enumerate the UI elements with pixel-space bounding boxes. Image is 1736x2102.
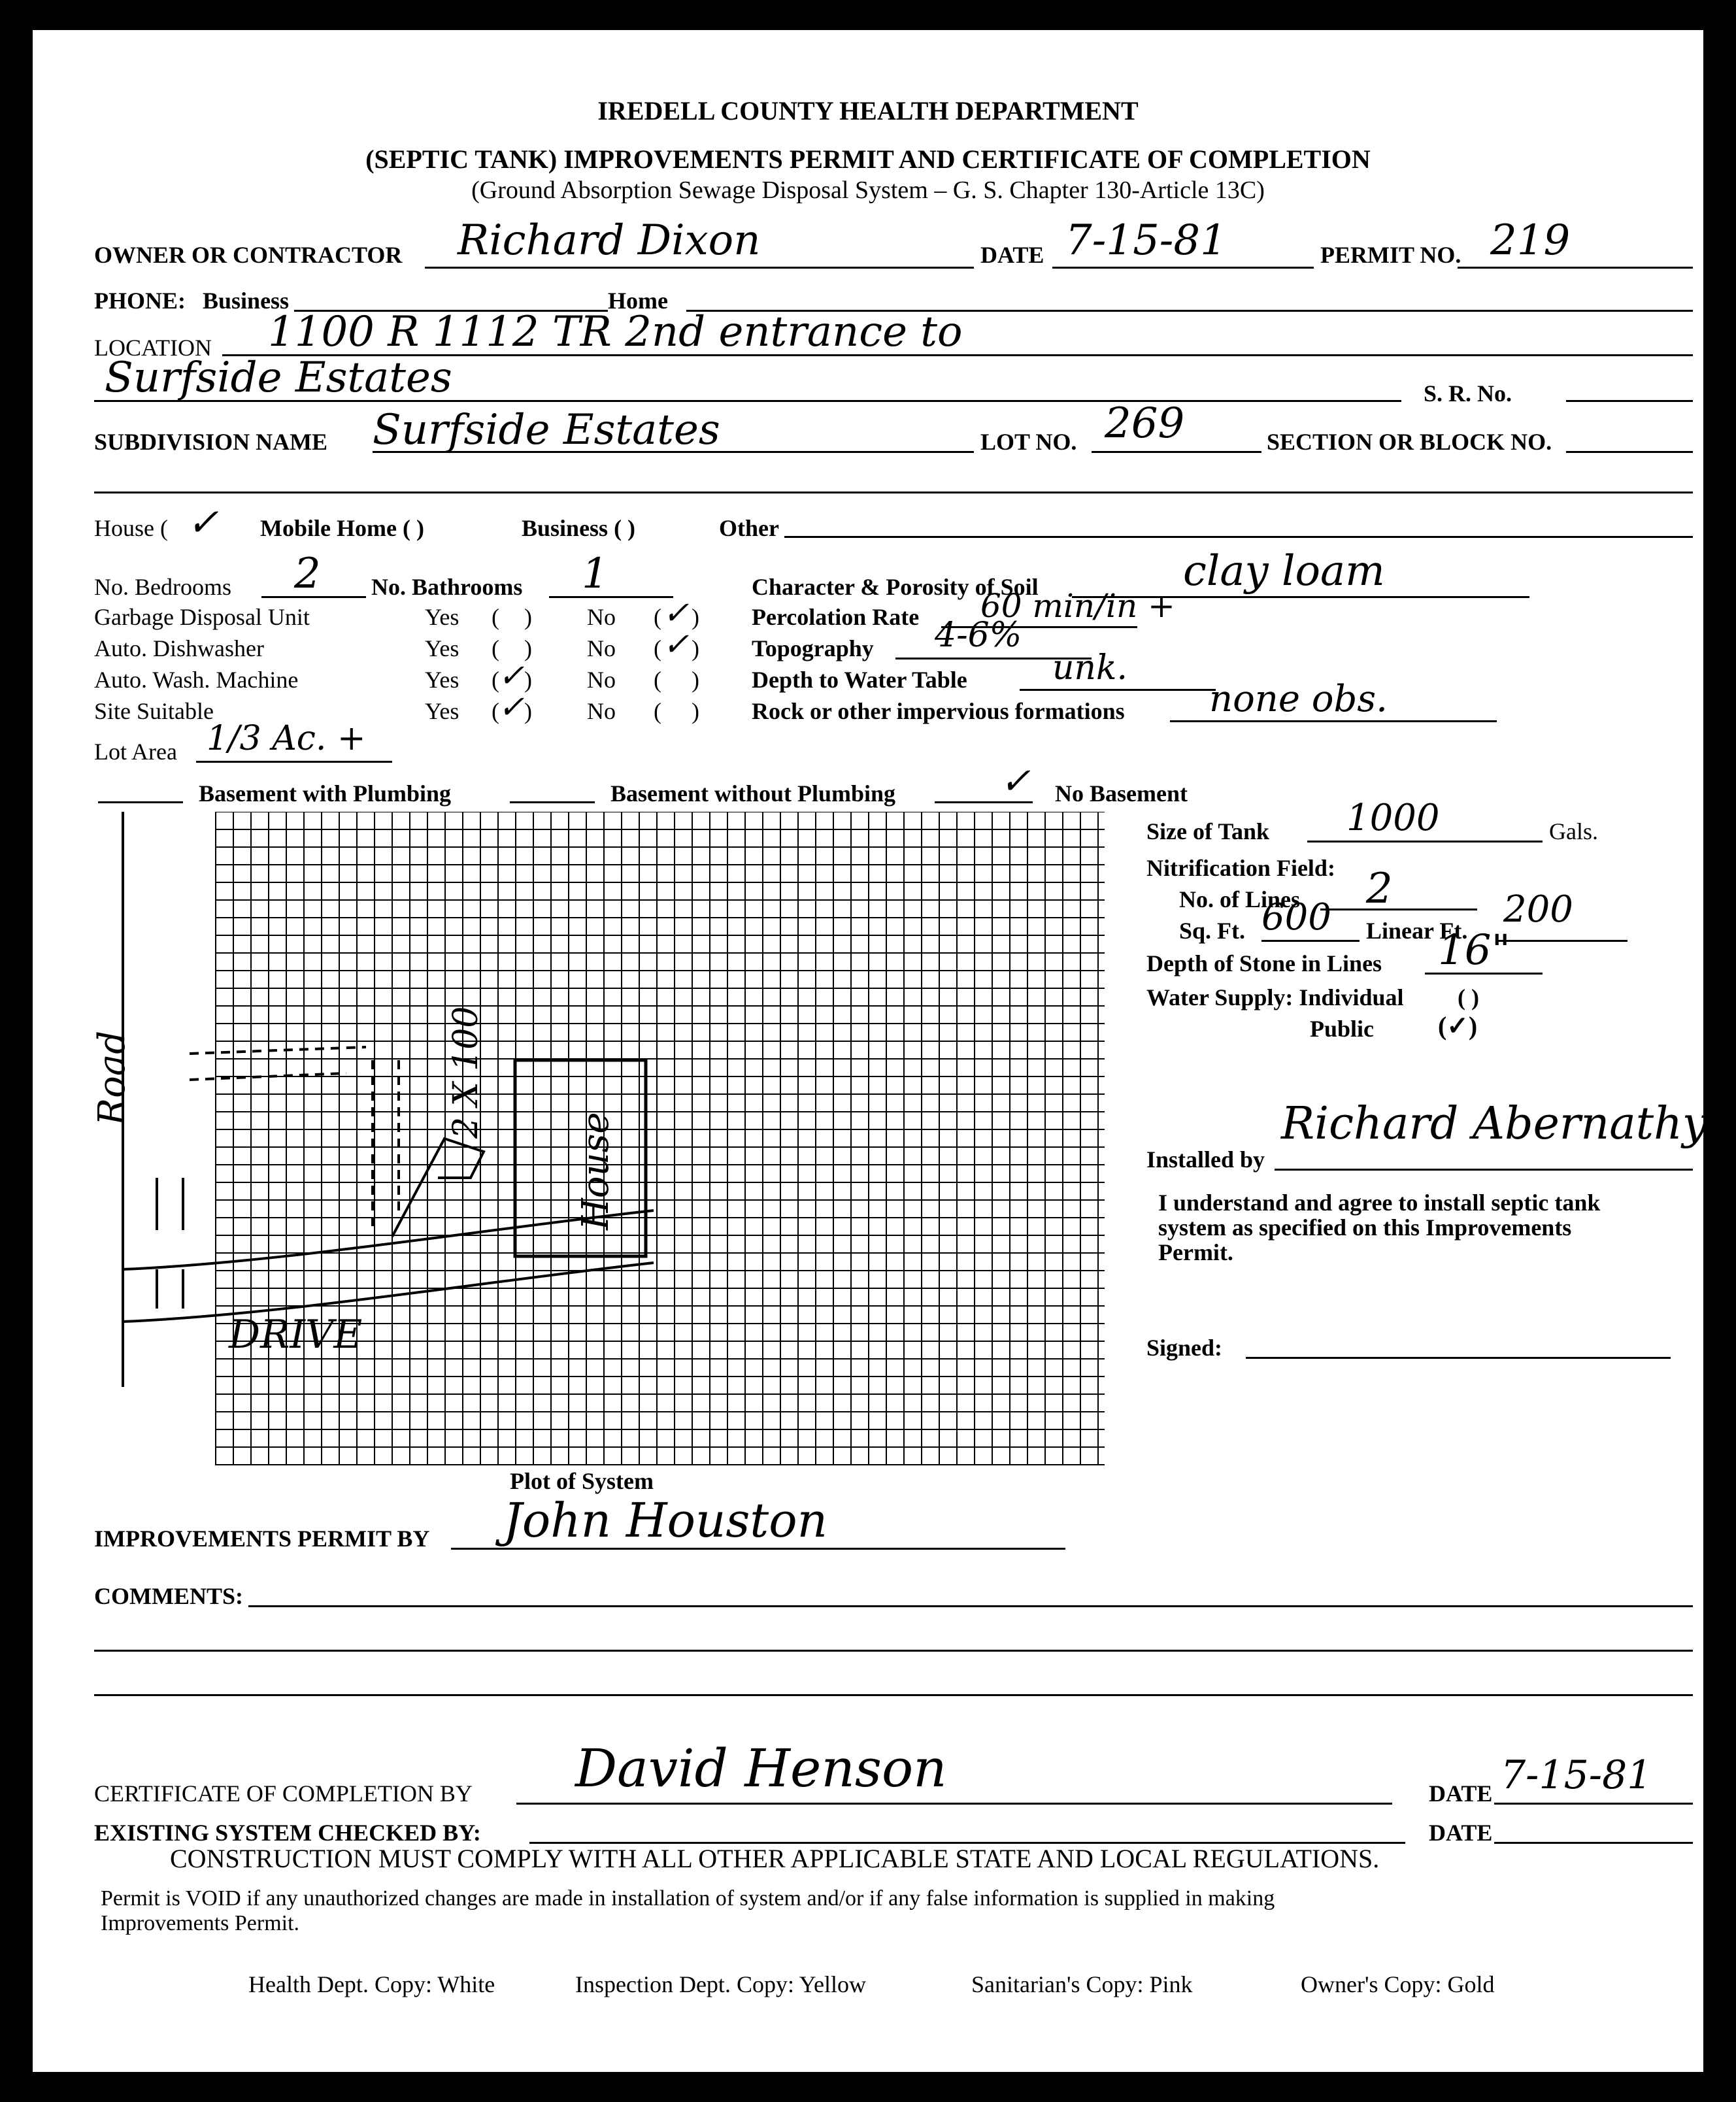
basement-with-line	[98, 801, 183, 803]
tank-size-line	[1307, 841, 1543, 842]
comments-line-1	[248, 1605, 1693, 1607]
yes-paren-close: )	[524, 604, 532, 630]
tank-size-value: 1000	[1346, 797, 1440, 839]
nitrification-label: Nitrification Field:	[1146, 855, 1335, 881]
bathrooms-label: No. Bathrooms	[371, 574, 523, 600]
sr-no-label: S. R. No.	[1424, 380, 1512, 407]
existing-date-line	[1494, 1842, 1693, 1844]
yes-check-mark: ✓	[498, 658, 525, 694]
copy-owner: Owner's Copy: Gold	[1301, 1971, 1495, 1997]
signed-line	[1246, 1357, 1671, 1359]
certificate-signature: David Henson	[575, 1738, 947, 1799]
existing-label: EXISTING SYSTEM CHECKED BY:	[94, 1820, 481, 1846]
no-label: No	[587, 698, 616, 724]
no-basement-label: No Basement	[1055, 780, 1188, 807]
no-basement-check: ✓	[1000, 760, 1031, 803]
bedrooms-label: No. Bedrooms	[94, 574, 231, 600]
phone-label: PHONE:	[94, 288, 186, 314]
sqft-value: 600	[1261, 896, 1331, 939]
lines-label: No. of Lines	[1179, 886, 1301, 912]
plot-grid	[216, 812, 1105, 1465]
date-label: DATE	[980, 242, 1044, 268]
gals-label: Gals.	[1549, 818, 1598, 844]
phone-business-label: Business	[203, 288, 290, 314]
mobile-home-label: Mobile Home ( )	[260, 515, 424, 541]
no-paren-open: (	[654, 604, 661, 630]
yes-check-mark: ✓	[498, 689, 525, 726]
water-table-label: Depth to Water Table	[752, 667, 967, 693]
installed-label: Installed by	[1146, 1146, 1265, 1173]
basement-with-label: Basement with Plumbing	[199, 780, 452, 807]
business-label: Business ( )	[522, 515, 636, 541]
permit-no-value: 219	[1490, 216, 1571, 265]
rock-value: none obs.	[1209, 678, 1388, 720]
owner-line	[425, 267, 974, 269]
certificate-label: CERTIFICATE OF COMPLETION BY	[94, 1780, 473, 1807]
no-paren-close: )	[692, 604, 699, 630]
no-paren-open: (	[654, 667, 661, 693]
water-supply-label: Water Supply: Individual	[1146, 984, 1404, 1010]
no-label: No	[587, 635, 616, 661]
house-check: ✓	[187, 500, 219, 544]
yes-paren-close: )	[524, 698, 532, 724]
linear-label: Linear Ft.	[1366, 918, 1468, 944]
subdivision-label: SUBDIVISION NAME	[94, 429, 328, 455]
no-label: No	[587, 667, 616, 693]
water-table-line	[1020, 689, 1216, 691]
permit-form	[33, 30, 1708, 2072]
phone-home-label: Home	[608, 288, 668, 314]
date-value: 7-15-81	[1065, 216, 1227, 265]
section-label: SECTION OR BLOCK NO.	[1267, 429, 1552, 455]
improvements-label: IMPROVEMENTS PERMIT BY	[94, 1526, 430, 1552]
individual-paren: ( )	[1458, 984, 1479, 1010]
yes-label: Yes	[425, 667, 459, 693]
bedrooms-value: 2	[294, 550, 321, 598]
topography-value: 4-6%	[935, 616, 1022, 655]
basement-without-line	[510, 801, 595, 803]
copy-health: Health Dept. Copy: White	[248, 1971, 495, 1997]
improvements-line	[451, 1548, 1065, 1550]
no-label: No	[587, 604, 616, 630]
plot-caption: Plot of System	[510, 1468, 654, 1494]
yes-paren-close: )	[524, 667, 532, 693]
yes-paren-open: (	[492, 635, 499, 661]
permit-no-label: PERMIT NO.	[1320, 242, 1461, 268]
water-table-value: unk.	[1052, 648, 1128, 688]
septic-tank-sketch	[392, 1139, 484, 1237]
installer-statement-3: Permit.	[1158, 1239, 1233, 1265]
certificate-date-line	[1494, 1803, 1693, 1805]
comments-line-2	[94, 1650, 1693, 1652]
soil-value: clay loam	[1183, 547, 1385, 595]
form-title: (SEPTIC TANK) IMPROVEMENTS PERMIT AND CERTIFICATE OF COMPLETION	[365, 144, 1371, 174]
house-label: House (	[94, 515, 168, 541]
dishwasher-label: Auto. Dishwasher	[94, 635, 264, 661]
plot-of-system	[85, 812, 1105, 1465]
other-line	[784, 536, 1693, 538]
bathrooms-value: 1	[582, 550, 609, 598]
lot-area-label: Lot Area	[94, 739, 177, 765]
yes-paren-open: (	[492, 667, 499, 693]
existing-date-label: DATE	[1429, 1820, 1493, 1846]
basement-without-label: Basement without Plumbing	[610, 780, 896, 807]
site-label: Site Suitable	[94, 698, 214, 724]
certificate-date-value: 7-15-81	[1501, 1752, 1652, 1798]
lines-value: 2	[1366, 865, 1393, 913]
installed-line	[1275, 1169, 1693, 1171]
location-line1: 1100 R 1112 TR 2nd entrance to	[268, 308, 963, 356]
garbage-label: Garbage Disposal Unit	[94, 604, 310, 630]
permit-no-line	[1458, 267, 1693, 269]
house-text: House	[575, 1112, 617, 1230]
bathrooms-line	[549, 596, 673, 598]
topography-label: Topography	[752, 635, 874, 661]
installer-statement-1: I understand and agree to install septic tank	[1158, 1190, 1601, 1216]
yes-label: Yes	[425, 604, 459, 630]
location-line2: Surfside Estates	[105, 354, 452, 402]
nitrification-lines	[190, 1047, 399, 1230]
lot-area-line	[196, 761, 392, 763]
section-line	[1566, 451, 1693, 453]
copy-inspection: Inspection Dept. Copy: Yellow	[575, 1971, 866, 1997]
installed-signature: Richard Abernathy	[1281, 1098, 1708, 1150]
void-notice-2: Improvements Permit.	[101, 1911, 300, 1935]
lot-no-line	[1092, 451, 1261, 453]
void-notice-1: Permit is VOID if any unauthorized changes are made in installation of system and/or if any false information is supplied in making	[101, 1886, 1275, 1910]
department-title: IREDELL COUNTY HEALTH DEPARTMENT	[597, 96, 1139, 125]
dashed-marks	[157, 1178, 183, 1309]
stone-depth-label: Depth of Stone in Lines	[1146, 950, 1382, 976]
comply-notice: CONSTRUCTION MUST COMPLY WITH ALL OTHER APPLICABLE STATE AND LOCAL REGULATIONS.	[170, 1844, 1380, 1873]
stone-depth-value: 16"	[1438, 926, 1511, 975]
form-subtitle: (Ground Absorption Sewage Disposal System – G. S. Chapter 130-Article 13C)	[471, 176, 1265, 204]
date-line	[1052, 267, 1314, 269]
yes-paren-open: (	[492, 698, 499, 724]
copy-sanitarian: Sanitarian's Copy: Pink	[971, 1971, 1193, 1997]
certificate-line	[516, 1803, 1392, 1805]
tank-size-label: Size of Tank	[1146, 818, 1270, 844]
lot-no-value: 269	[1105, 399, 1185, 448]
lines-line	[1320, 909, 1477, 910]
perc-label: Percolation Rate	[752, 604, 920, 630]
owner-value: Richard Dixon	[458, 216, 761, 265]
no-check-mark: ✓	[663, 595, 690, 631]
subdivision-value: Surfside Estates	[373, 406, 720, 454]
lot-area-value: 1/3 Ac. +	[207, 719, 366, 758]
yes-paren-close: )	[524, 635, 532, 661]
lines-text: 2 X 100	[446, 1006, 486, 1139]
yes-label: Yes	[425, 635, 459, 661]
blank-line	[94, 492, 1693, 493]
linear-value: 200	[1503, 888, 1573, 931]
soil-label: Character & Porosity of Soil	[752, 574, 1039, 600]
sqft-line	[1261, 940, 1360, 942]
other-label: Other	[719, 515, 779, 541]
drive-text: DRIVE	[229, 1312, 363, 1358]
public-label: Public	[1310, 1016, 1375, 1042]
sqft-label: Sq. Ft.	[1179, 918, 1246, 944]
yes-label: Yes	[425, 698, 459, 724]
no-paren-open: (	[654, 635, 661, 661]
road-text: Road	[91, 1030, 133, 1126]
owner-label: OWNER OR CONTRACTOR	[94, 242, 403, 268]
yes-paren-open: (	[492, 604, 499, 630]
installer-statement-2: system as specified on this Improvements	[1158, 1214, 1572, 1241]
no-paren-close: )	[692, 698, 699, 724]
perc-value: 60 min/in +	[980, 587, 1175, 625]
rock-line	[1170, 720, 1497, 722]
no-check-mark: ✓	[663, 626, 690, 663]
no-paren-open: (	[654, 698, 661, 724]
public-paren: (✓)	[1438, 1011, 1478, 1041]
signed-label: Signed:	[1146, 1335, 1223, 1361]
drive-edge-bottom	[123, 1263, 654, 1322]
no-paren-close: )	[692, 635, 699, 661]
improvements-signature: John Houston	[503, 1493, 827, 1548]
no-paren-close: )	[692, 667, 699, 693]
lot-no-label: LOT NO.	[980, 429, 1077, 455]
linear-line	[1497, 940, 1628, 942]
comments-line-3	[94, 1694, 1693, 1696]
sr-no-line	[1566, 400, 1693, 402]
washer-label: Auto. Wash. Machine	[94, 667, 299, 693]
comments-label: COMMENTS:	[94, 1583, 243, 1609]
rock-label: Rock or other impervious formations	[752, 698, 1125, 724]
location-label: LOCATION	[94, 335, 212, 361]
certificate-date-label: DATE	[1429, 1780, 1493, 1807]
